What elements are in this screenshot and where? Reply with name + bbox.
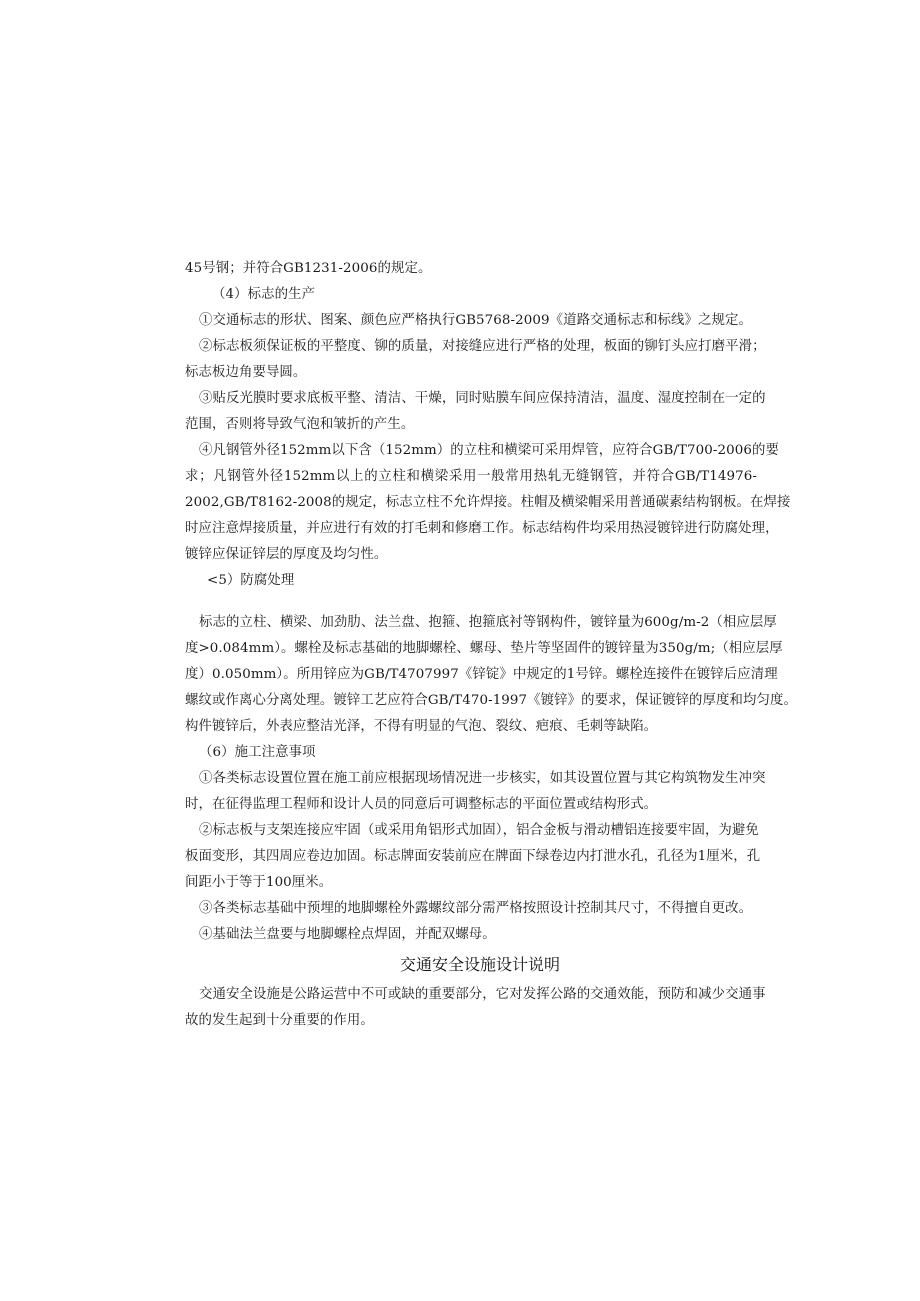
text-line: 间距小于等于100厘米。: [185, 875, 333, 890]
text-line: ③各类标志基础中预埋的地脚螺栓外露螺纹部分需严格按照设计控制其尺寸，不得擅自更改。: [199, 901, 753, 916]
text-line: 镀锌应保证锌层的厚度及均匀性。: [185, 547, 388, 562]
page-title: 交通安全设施设计说明: [399, 955, 560, 974]
text-line: 标志的立柱、横梁、加劲肋、法兰盘、抱箍、抱箍底衬等钢构件，镀锌量为600g/m-2（相应层厚: [199, 615, 777, 630]
text-line: 度>0.084mm）。螺栓及标志基础的地脚螺栓、螺母、垫片等坚固件的镀锌量为350g/m;（相应层厚: [185, 641, 783, 656]
text-line: ②标志板须保证板的平整度、铆的质量，对接缝应进行严格的处理，板面的铆钉头应打磨平滑；: [199, 339, 766, 354]
text-line: ④基础法兰盘要与地脚螺栓点焊固，并配双螺母。: [199, 927, 496, 942]
text-line: 时，在征得监理工程师和设计人员的同意后可调整标志的平面位置或结构形式。: [185, 797, 658, 812]
text-line: 度）0.050mm）。所用锌应为GB/T4707997《锌锭》中规定的1号锌。螺栓连接件在镀锌后应清理: [185, 667, 778, 682]
text-line: ②标志板与支架连接应牢固（或采用角铝形式加固），铝合金板与滑动槽铝连接要牢固，为避免: [199, 823, 759, 838]
text-line: 标志板边角要导圆。: [185, 365, 307, 380]
text-line: 螺纹或作离心分离处理。镀锌工艺应符合GB/T470-1997《镀锌》的要求，保证镀锌的厚度和均匀度。: [185, 693, 797, 708]
text-line: 板面变形，其四周应卷边加固。标志牌面安装前应在牌面下绿卷边内打泄水孔，孔径为1厘米，孔: [185, 849, 761, 864]
text-line: ③贴反光膜时要求底板平整、清洁、干燥，同时贴膜车间应保持清洁，温度、湿度控制在一定的: [199, 391, 766, 406]
text-line: 交通安全设施是公路运营中不可或缺的重要部分，它对发挥公路的交通效能，预防和减少交通事: [199, 987, 766, 1002]
text-line: ④凡钢管外径152mm以下含（152mm）的立柱和横梁可采用焊管，应符合GB/T700-2006的要: [199, 443, 779, 458]
document-body: [185, 256, 797, 1034]
text-line: 求；凡钢管外径152mm以上的立柱和横梁采用一般常用热轧无缝钢管，并符合GB/T14976-: [185, 469, 757, 484]
text-line: 2002,GB/T8162-2008的规定，标志立柱不允许焊接。柱帽及横梁帽采用普通碳素结构钢板。在焊接: [185, 495, 791, 510]
text-line: 故的发生起到十分重要的作用。: [185, 1013, 374, 1028]
text-line: 范围，否则将导致气泡和皱折的产生。: [185, 417, 415, 432]
section-heading-5: <5）防腐处理: [207, 573, 295, 588]
text-line: 45号钢；并符合GB1231-2006的规定。: [185, 261, 432, 276]
section-heading-4: （4）标志的生产: [212, 287, 316, 302]
section-heading-6: （6）施工注意事项: [199, 745, 316, 760]
text-line: ①各类标志设置位置在施工前应根据现场情况进一步核实，如其设置位置与其它构筑物发生冲突: [199, 771, 766, 786]
text-line: 时应注意焊接质量，并应进行有效的打毛刺和修磨工作。标志结构件均采用热浸镀锌进行防腐处理，: [185, 521, 779, 536]
text-line: 构件镀锌后，外表应整洁光泽，不得有明显的气泡、裂纹、疤痕、毛刺等缺陷。: [185, 719, 658, 734]
spacer: [185, 594, 757, 610]
text-line: ①交通标志的形状、图案、颜色应严格执行GB5768-2009《道路交通标志和标线》之规定。: [199, 313, 752, 328]
